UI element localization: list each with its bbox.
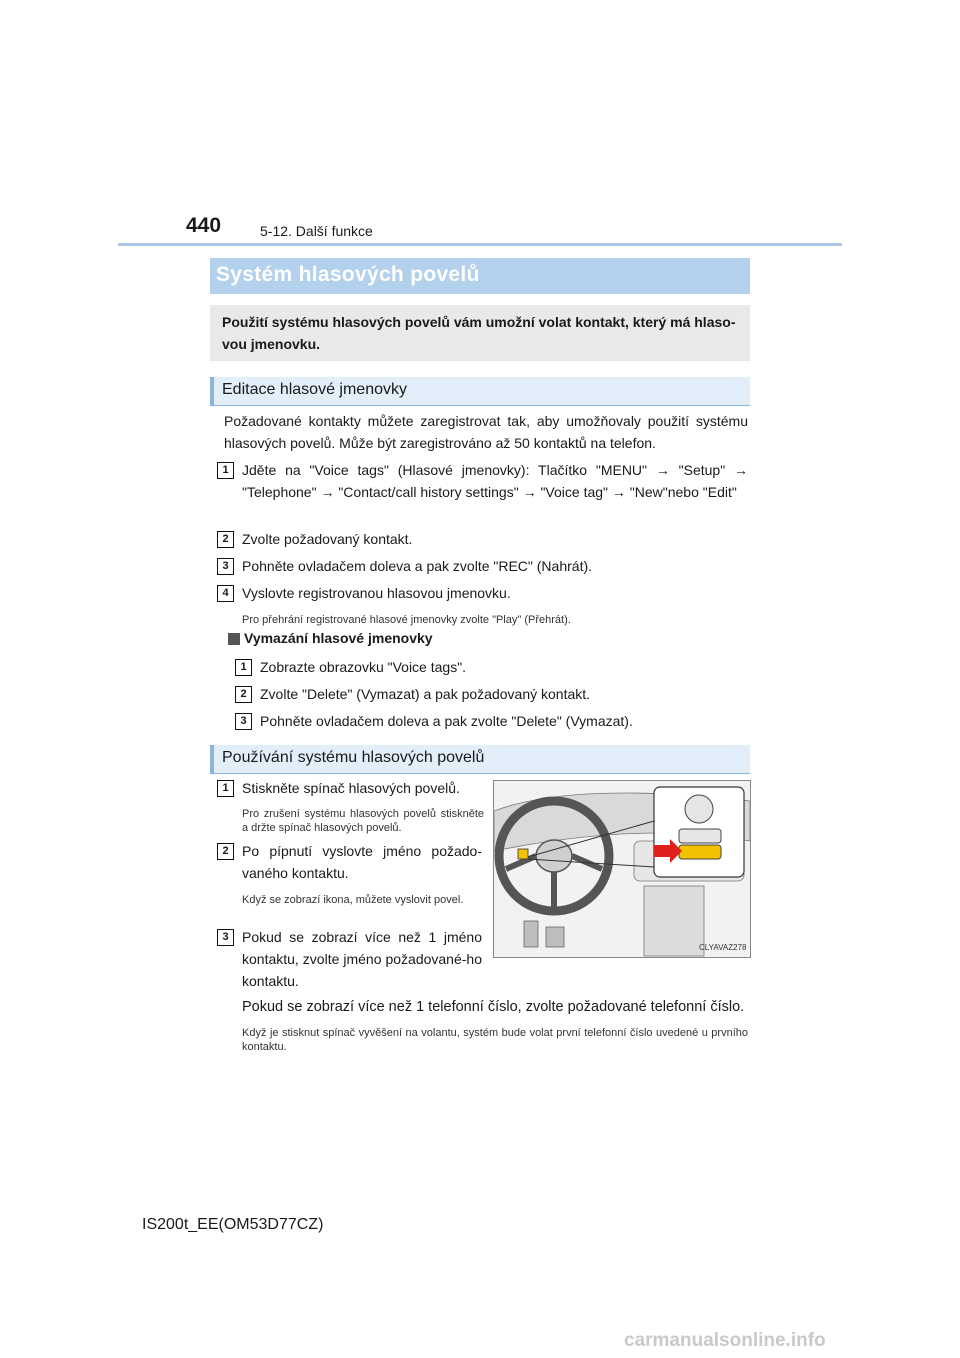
step-number: 1 [217, 780, 234, 797]
edit-note: Pro přehrání registrované hlasové jmenovky zvolte "Play" (Přehrát). [242, 614, 571, 626]
section-title-bar [210, 258, 750, 294]
use-step-2: Po pípnutí vyslovte jméno požado-vaného kontaktu. [242, 843, 482, 881]
use-step-3: Pokud se zobrazí více než 1 jméno kontaktu, zvolte jméno požadované-ho kontaktu. [242, 929, 482, 989]
step-number: 2 [217, 531, 234, 548]
edit-paragraph: Požadované kontakty můžete zaregistrovat tak, aby umožňovaly použití systému hlasových povelů. Může být zaregistrováno až 50 kontaktů na telefon. [224, 413, 748, 451]
intro-text: Použití systému hlasových povelů vám umožní volat kontakt, který má hlaso-vou jmenovku. [222, 314, 736, 352]
footer-code: IS200t_EE(OM53D77CZ) [142, 1216, 324, 1233]
delete-heading: Vymazání hlasové jmenovky [244, 630, 433, 646]
intro-box [210, 305, 750, 361]
step-number: 2 [235, 686, 252, 703]
dashboard-icon [494, 781, 750, 957]
edit-step-3: Pohněte ovladačem doleva a pak zvolte "REC" (Nahrát). [242, 558, 593, 574]
use-step-2-note: Když se zobrazí ikona, můžete vyslovit povel. [242, 894, 464, 906]
use-step-1-note: Pro zrušení systému hlasových povelů stiskněte a držte spínač hlasových povelů. [242, 808, 484, 834]
edit-step-2: Zvolte požadovaný kontakt. [242, 531, 413, 547]
use-after-step-3: Pokud se zobrazí více než 1 telefonní číslo, zvolte požadované telefonní číslo. [242, 999, 745, 1015]
subheading-edit-label: Editace hlasové jmenovky [222, 381, 407, 398]
edit-step-4: Vyslovte registrovanou hlasovou jmenovku. [242, 585, 511, 601]
subheading-edit [210, 377, 750, 406]
step-number: 2 [217, 843, 234, 860]
edit-step-1: Jděte na "Voice tags" (Hlasové jmenovky): Tlačítko "MENU" → "Setup" → "Telephone" → "Contact/call history settings" → "Voice tag" → "New"nebo "Edit" [242, 462, 748, 500]
image-code: CLYAVAZ278 [699, 943, 747, 952]
use-final-note: Když je stisknut spínač vyvěšení na volantu, systém bude volat první telefonní číslo uvedené u prvního kontaktu. [242, 1027, 748, 1053]
step-number: 3 [217, 558, 234, 575]
step-number: 3 [235, 713, 252, 730]
step-number: 1 [235, 659, 252, 676]
delete-step-2: Zvolte "Delete" (Vymazat) a pak požadovaný kontakt. [260, 686, 591, 702]
step-number: 3 [217, 929, 234, 946]
header-rule [118, 243, 842, 246]
steering-wheel-illustration [493, 780, 751, 958]
delete-step-3: Pohněte ovladačem doleva a pak zvolte "Delete" (Vymazat). [260, 713, 633, 729]
subheading-use-label: Používání systému hlasových povelů [222, 749, 485, 766]
page-number: 440 [186, 214, 222, 237]
section-title: Systém hlasových povelů [216, 263, 480, 286]
subheading-use [210, 745, 750, 774]
watermark: carmanualsonline.info [624, 1330, 826, 1351]
delete-step-1: Zobrazte obrazovku "Voice tags". [260, 659, 467, 675]
step-number: 1 [217, 462, 234, 479]
use-step-1: Stiskněte spínač hlasových povelů. [242, 780, 460, 796]
chapter-title: 5-12. Další funkce [260, 223, 373, 239]
step-number: 4 [217, 585, 234, 602]
bullet-square-icon [228, 633, 240, 645]
